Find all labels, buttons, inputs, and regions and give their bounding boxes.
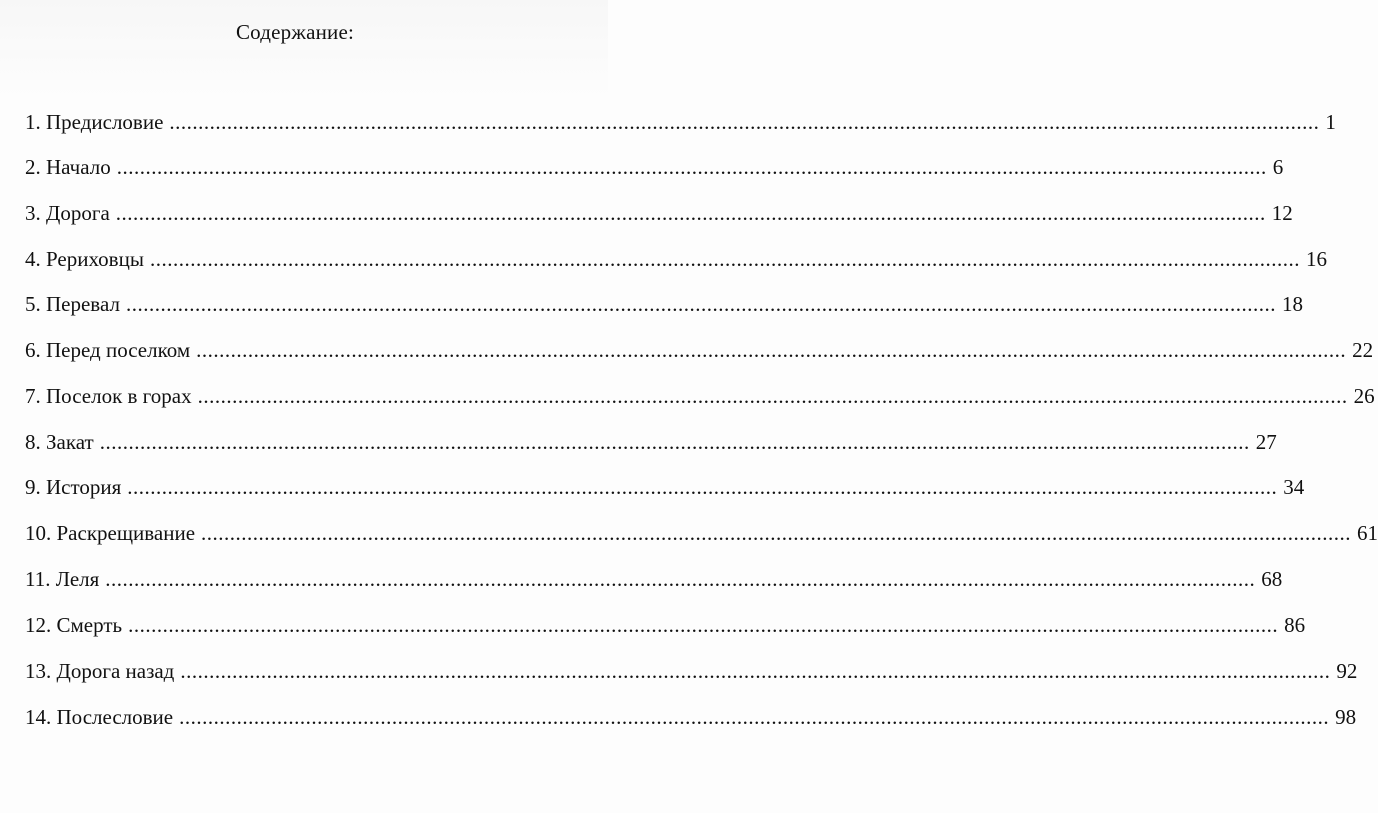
toc-entry-page: 16 — [1305, 247, 1327, 271]
toc-entry — [25, 430, 1277, 460]
toc-entry — [25, 613, 1306, 643]
toc-entry-label: 14. Послесловие — [25, 705, 174, 729]
toc-entry-label: 8. Закат — [25, 430, 94, 454]
toc-leader-dots: ........................................................................................................................................................................................................ — [125, 292, 1276, 316]
toc-entry-page: 92 — [1336, 659, 1358, 683]
toc-entry-page: 34 — [1283, 475, 1305, 499]
toc-entry-label: 11. Леля — [25, 567, 100, 591]
toc-entry-label: 7. Поселок в горах — [25, 384, 192, 408]
toc-entry-label: 12. Смерть — [25, 613, 123, 637]
toc-leader-dots: ........................................................................................................................................................................................................ — [116, 155, 1267, 179]
toc-entry-label: 2. Начало — [25, 155, 111, 179]
toc-leader-dots: ........................................................................................................................................................................................................ — [99, 430, 1250, 454]
toc-entry-page: 27 — [1255, 430, 1277, 454]
toc-leader-dots: ........................................................................................................................................................................................................ — [180, 659, 1331, 683]
toc-entry — [25, 292, 1303, 322]
toc-entry-label: 9. История — [25, 475, 122, 499]
toc-leader-dots: ........................................................................................................................................................................................................ — [179, 705, 1330, 729]
toc-entry — [25, 201, 1293, 231]
toc-entry-page: 6 — [1272, 155, 1284, 179]
toc-leader-dots: ........................................................................................................................................................................................................ — [149, 247, 1300, 271]
toc-entry-page: 1 — [1325, 110, 1336, 134]
toc-entry-label: 4. Рериховцы — [25, 247, 144, 271]
toc-entry — [25, 384, 1375, 414]
toc-entry-label: 5. Перевал — [25, 292, 120, 316]
toc-leader-dots: ........................................................................................................................................................................................................ — [197, 384, 1348, 408]
toc-leader-dots: ........................................................................................................................................................................................................ — [105, 567, 1256, 591]
toc-entry-label: 3. Дорога — [25, 201, 110, 225]
toc-leader-dots: ........................................................................................................................................................................................................ — [169, 110, 1320, 134]
toc-entry-label: 6. Перед поселком — [25, 338, 191, 362]
toc-entry — [25, 247, 1327, 277]
page-title: Содержание: — [235, 20, 355, 44]
toc-entry-page: 61 — [1357, 521, 1378, 545]
toc-entry — [25, 338, 1374, 368]
toc-entry-page: 22 — [1352, 338, 1374, 362]
toc-entry — [25, 155, 1284, 185]
toc-entry-page: 12 — [1271, 201, 1293, 225]
toc-entry — [25, 659, 1358, 689]
toc-leader-dots: ........................................................................................................................................................................................................ — [128, 613, 1279, 637]
toc-entry-page: 18 — [1281, 292, 1303, 316]
toc-entry — [25, 110, 1336, 140]
toc-entry-label: 13. Дорога назад — [25, 659, 175, 683]
toc-entry — [25, 475, 1305, 505]
toc-entry — [25, 705, 1357, 735]
toc-leader-dots: ........................................................................................................................................................................................................ — [196, 338, 1347, 362]
toc-entry-page: 26 — [1353, 384, 1375, 408]
toc-entry-page: 86 — [1284, 613, 1306, 637]
toc-entry-page: 98 — [1335, 705, 1357, 729]
toc-entry-label: 10. Раскрещивание — [25, 521, 196, 545]
toc-entry — [25, 521, 1378, 551]
toc-entry — [25, 567, 1283, 597]
toc-entry-label: 1. Предисловие — [25, 110, 164, 134]
toc-entry-page: 68 — [1261, 567, 1283, 591]
toc-leader-dots: ........................................................................................................................................................................................................ — [115, 201, 1266, 225]
toc-leader-dots: ........................................................................................................................................................................................................ — [127, 475, 1278, 499]
toc-leader-dots: ........................................................................................................................................................................................................ — [201, 521, 1352, 545]
